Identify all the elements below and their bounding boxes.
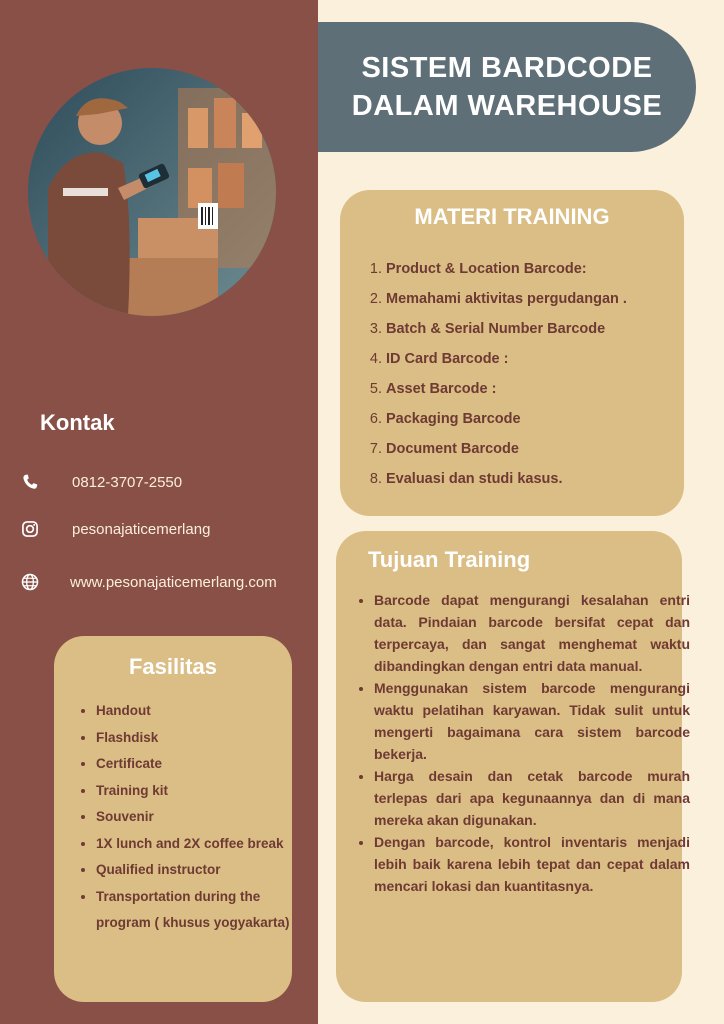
list-item: • Transportation during the program ( khusus yogyakarta)	[96, 884, 296, 937]
list-item: • 1X lunch and 2X coffee break	[96, 831, 296, 858]
list-item: • Handout	[96, 698, 296, 725]
page-title-line2: DALAM WAREHOUSE	[351, 90, 663, 122]
materi-title: MATERI TRAINING	[414, 204, 610, 229]
list-item: 5. Asset Barcode :	[386, 374, 696, 404]
warehouse-worker-photo	[28, 68, 276, 316]
list-item: • Harga desain dan cetak barcode murah terlepas dari apa kegunaannya dan di mana mereka akan digunakan.	[374, 765, 690, 831]
tujuan-list	[356, 589, 690, 897]
list-item: 7. Document Barcode	[386, 434, 696, 464]
phone-icon	[18, 470, 42, 494]
tujuan-box	[336, 531, 690, 1002]
phone-number: 0812-3707-2550	[72, 473, 183, 491]
list-item: • Qualified instructor	[96, 857, 296, 884]
list-item: • Dengan barcode, kontrol inventaris menjadi lebih baik karena lebih tepat dan cepat dalam mencari lokasi dan kuantitasnya.	[374, 831, 690, 897]
fasilitas-box	[54, 636, 292, 1002]
list-item: • Souvenir	[96, 804, 296, 831]
list-item: • Barcode dapat mengurangi kesalahan entri data. Pindaian barcode bersifat cepat dan terpercaya, dan sangat menghemat waktu dibandingkan dengan entri data manual.	[374, 589, 690, 677]
list-item: • Training kit	[96, 778, 296, 805]
instagram-icon	[18, 517, 42, 541]
contact-website[interactable]	[18, 570, 277, 594]
list-item: 3. Batch & Serial Number Barcode	[386, 314, 696, 344]
fasilitas-title: Fasilitas	[128, 654, 218, 679]
contact-phone[interactable]	[18, 470, 182, 494]
instagram-handle: pesonajaticemerlang	[72, 520, 211, 538]
materi-list	[372, 254, 696, 494]
list-item: • Flashdisk	[96, 725, 296, 752]
warehouse-illustration	[28, 68, 276, 316]
list-item: 2. Memahami aktivitas pergudangan .	[386, 284, 696, 314]
globe-icon	[18, 570, 42, 594]
fasilitas-list	[78, 698, 296, 937]
materi-box	[340, 190, 684, 516]
list-item: • Menggunakan sistem barcode mengurangi waktu pelatihan karyawan. Tidak sulit untuk mengerti bagaimana cara sistem barcode bekerja.	[374, 677, 690, 765]
website-url: www.pesonajaticemerlang.com	[70, 573, 277, 591]
title-banner	[318, 22, 696, 152]
list-item: 6. Packaging Barcode	[386, 404, 696, 434]
kontak-title: Kontak	[40, 410, 115, 435]
list-item: • Certificate	[96, 751, 296, 778]
contact-instagram[interactable]	[18, 517, 210, 541]
list-item: 1. Product & Location Barcode:	[386, 254, 696, 284]
tujuan-title: Tujuan Training	[368, 547, 531, 572]
list-item: 8. Evaluasi dan studi kasus.	[386, 464, 696, 494]
list-item: 4. ID Card Barcode :	[386, 344, 696, 374]
page-title-line1: SISTEM BARDCODE	[361, 52, 653, 84]
